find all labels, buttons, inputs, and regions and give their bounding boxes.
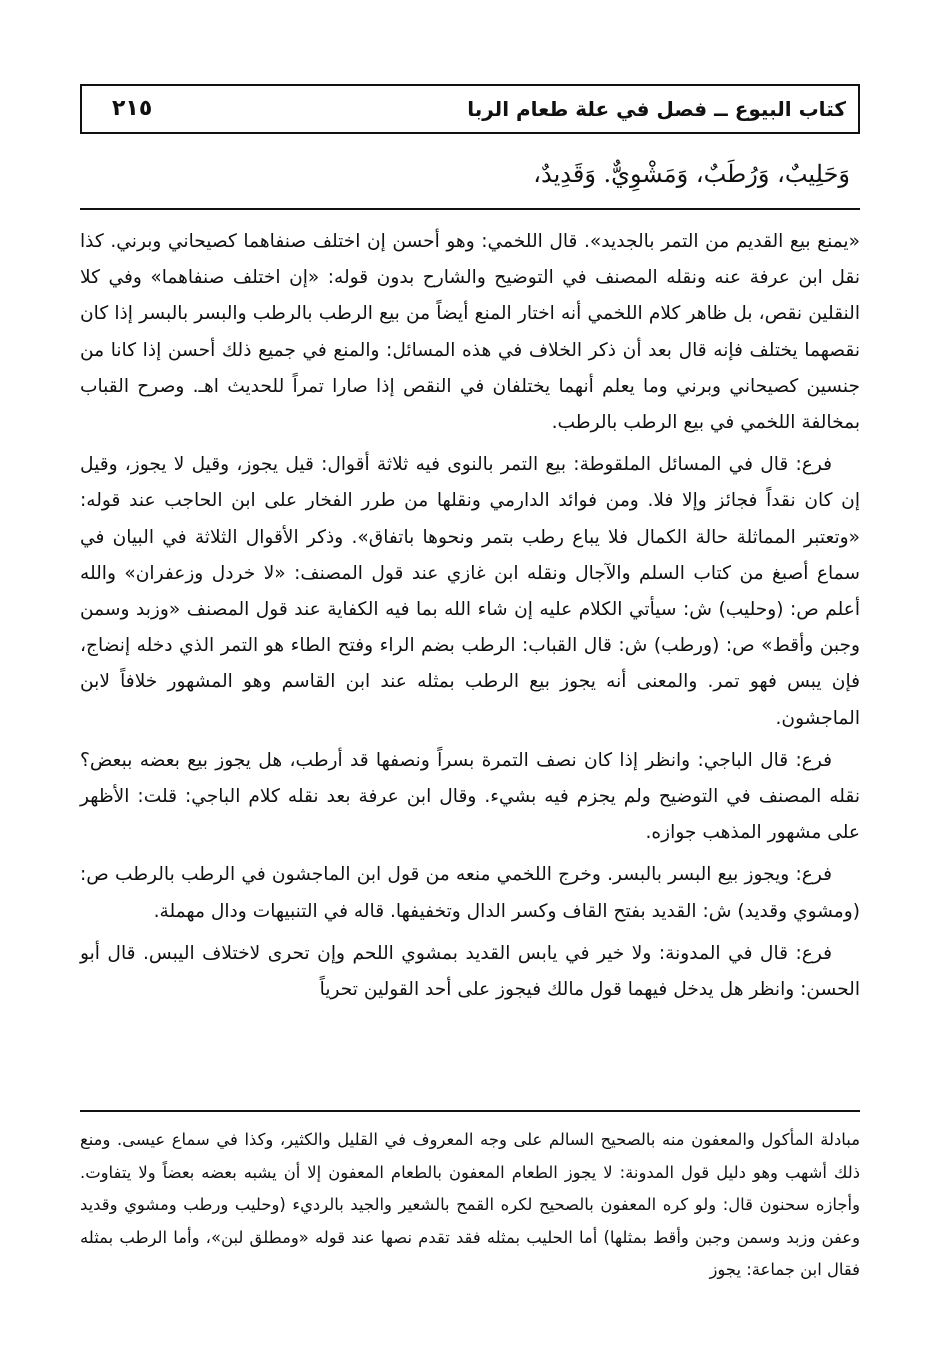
- page-number: ٢١٥: [112, 96, 153, 121]
- commentary-paragraph: فرع: قال في المسائل الملقوطة: بيع التمر بالنوى فيه ثلاثة أقوال: قيل يجوز، وقيل لا يجوز، وقيل إن كان نقداً فجائز وإلا فلا. ومن فوائد الدارمي ونقلها من طرر الفخار على ابن الحاجب عند قوله: «وتعتبر المماثلة حالة الكمال فلا يباع رطب بتمر ونحوها باتفاق». وذكر الأقوال الثلاثة في البيان في سماع أصبغ من كتاب السلم والآجال ونقله ابن غازي عند قول المصنف: «لا خردل وزعفران» والله أعلم ص: (وحليب) ش: سيأتي الكلام عليه إن شاء الله بما فيه الكفاية عند قول المصنف «وزبد وسمن وجبن وأقط» ص: (ورطب) ش: قال القباب: الرطب بضم الراء وفتح الطاء هو التمر الذي دخله إنضاج، فإن يبس فهو تمر. والمعنى أنه يجوز بيع الرطب بمثله عند ابن القاسم وهو المشهور خلافاً لابن الماجشون.: [80, 454, 860, 729]
- footnote-separator-rule: [80, 1110, 860, 1112]
- commentary-paragraph: فرع: ويجوز بيع البسر بالبسر. وخرج اللخمي منعه من قول ابن الماجشون في الرطب بالرطب ص: (ومشوي وقديد) ش: القديد بفتح القاف وكسر الدال وتخفيفها. قاله في التنبيهات ودال مهملة.: [80, 864, 860, 922]
- commentary-paragraph: فرع: قال الباجي: وانظر إذا كان نصف التمرة بسراً ونصفها قد أرطب، هل يجوز بيع بعضه ببعض؟ نقله المصنف في التوضيح ولم يجزم فيه بشيء. وقال ابن عرفة بعد نقله كلام الباجي: قلت: الأظهر على مشهور المذهب جوازه.: [80, 749, 860, 844]
- matn-text: وَحَلِيبٌ، وَرُطَبٌ، وَمَشْوِيٌّ. وَقَدِيدٌ،: [533, 160, 850, 188]
- page-header: [80, 84, 860, 134]
- commentary-paragraph: «يمنع بيع القديم من التمر بالجديد». قال اللخمي: وهو أحسن إن اختلف صنفاهما كصيحاني وبرني. كذا نقل ابن عرفة عنه ونقله المصنف في التوضيح والشارح بدون قوله: «إن اختلف صنفاهما» وفي كلا النقلين نقص، بل ظاهر كلام اللخمي أنه اختار المنع أيضاً من بيع الرطب بالرطب والبسر بالبسر إذا كان نقصهما يختلف فإنه قال بعد أن ذكر الخلاف في هذه المسائل: والمنع في جميع ذلك أحسن إذا كانا من جنسين كصيحاني وبرني وما يعلم أنهما يختلفان في النقص إذا صارا تمراً للحديث اهـ. وصرح القباب بمخالفة اللخمي في بيع الرطب بالرطب.: [80, 231, 860, 434]
- book-page: [80, 84, 860, 1344]
- commentary-paragraph: فرع: قال في المدونة: ولا خير في يابس القديد بمشوي اللحم وإن تحرى لاختلاف اليبس. قال أبو الحسن: وانظر هل يدخل فيهما قول مالك فيجوز على أحد القولين تحرياً: [80, 942, 860, 1001]
- commentary-body: [80, 224, 860, 1014]
- footnote-paragraph: مبادلة المأكول والمعفون منه بالصحيح السالم على وجه المعروف في القليل والكثير، وكذا في سماع عيسى. ومنع ذلك أشهب وهو دليل قول المدونة: لا يجوز الطعام المعفون بالطعام المعفون إلا أن يشبه بعضه بعضاً ولا يتفاوت. وأجازه سحنون قال: ولو كره المعفون بالصحيح لكره القمح بالشعير والجيد بالرديء (وحليب ورطب ومشوي وقديد وعفن وزبد وسمن وجبن وأقط بمثلها) أما الحليب بمثله فقد تقدم نصها عند قوله «ومطلق لبن»، وأما الرطب بمثله فقال ابن جماعة: يجوز: [80, 1130, 860, 1279]
- footnote-text: [80, 1124, 860, 1287]
- running-title: كتاب البيوع ــ فصل في علة طعام الربا: [467, 97, 846, 121]
- matn-separator-rule: [80, 208, 860, 210]
